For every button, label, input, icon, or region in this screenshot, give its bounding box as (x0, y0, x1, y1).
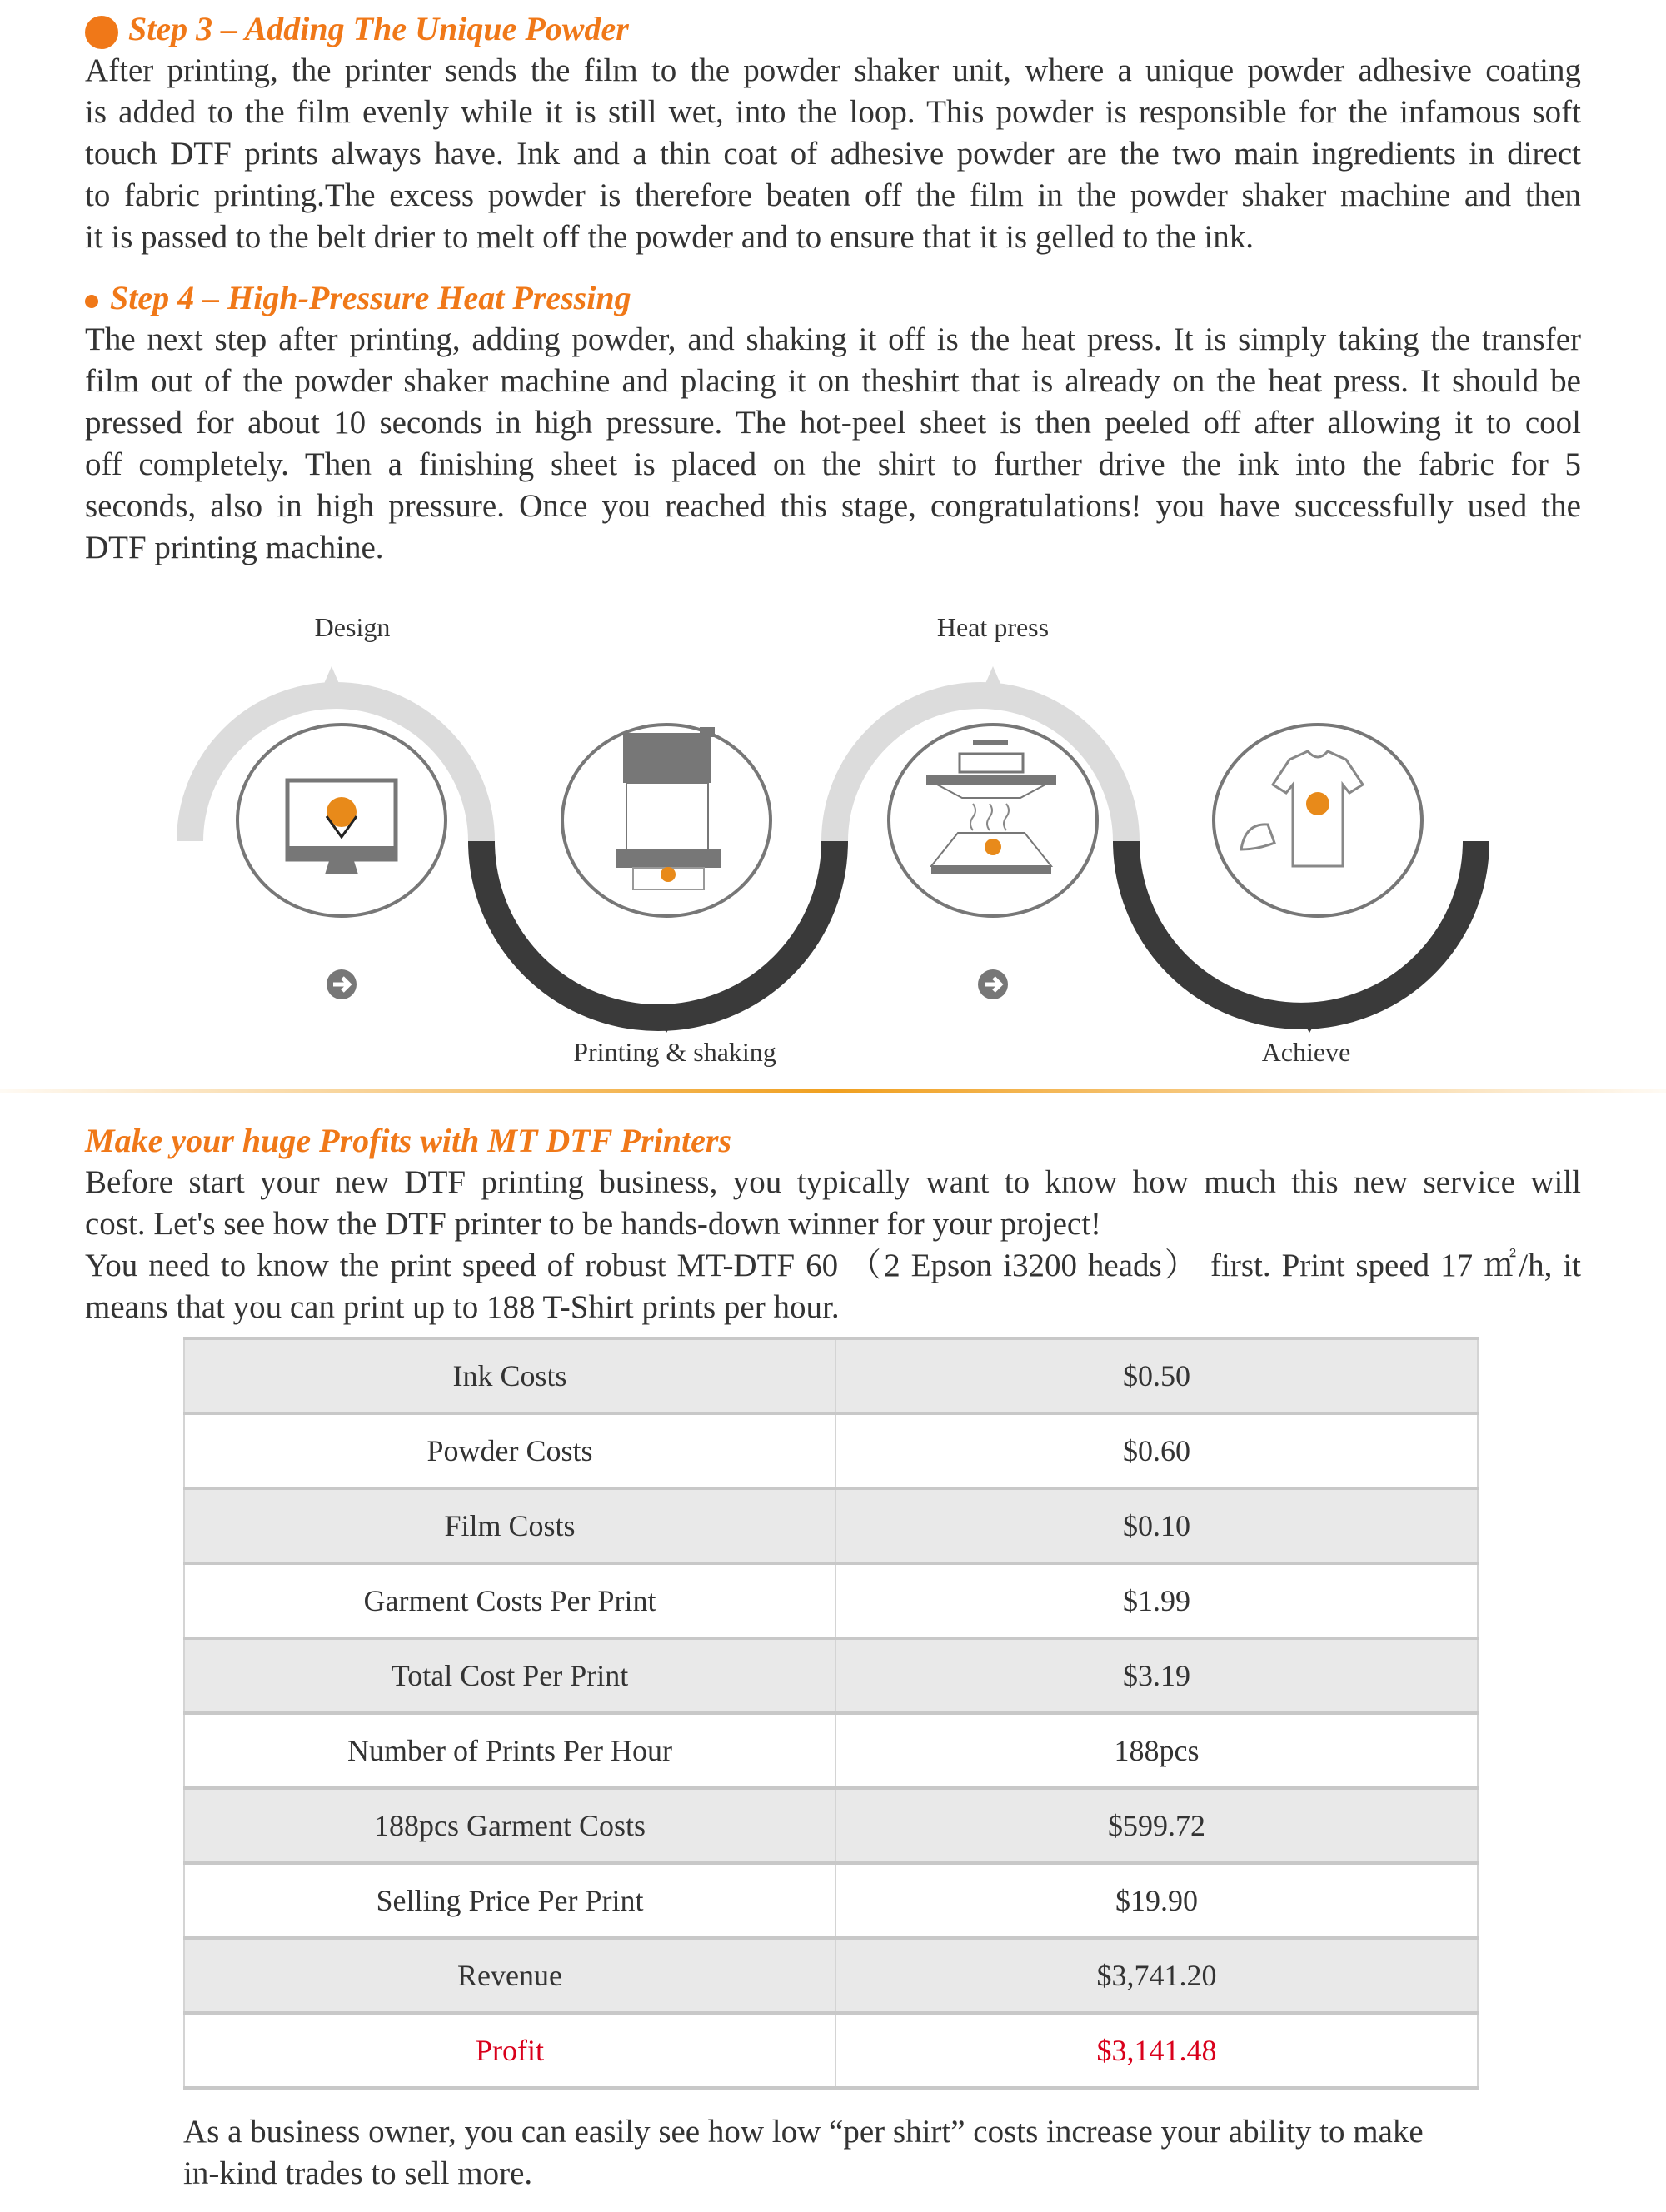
row-label: Selling Price Per Print (184, 1863, 835, 1938)
row-value: $19.90 (835, 1863, 1478, 1938)
row-label: Number of Prints Per Hour (184, 1713, 835, 1788)
row-label: Profit (184, 2013, 835, 2088)
stage-label-design: Design (314, 612, 391, 642)
row-label: Film Costs (184, 1488, 835, 1563)
row-label: Revenue (184, 1938, 835, 2013)
table-row (184, 1488, 1478, 1563)
row-value: $0.50 (835, 1338, 1478, 1413)
table-row (184, 1413, 1478, 1488)
step3-heading-text: Step 3 – Adding The Unique Powder (128, 10, 629, 47)
text-line: it is passed to the belt drier to melt off the powder and to ensure that it is gelled to the ink. (85, 219, 1254, 255)
text-line: film out of the powder shaker machine and placing it on theshirt that is already on the heat press. It should be (85, 363, 1581, 399)
table-row (184, 1713, 1478, 1788)
text-line: is added to the film evenly while it is still wet, into the loop. This powder is responsible for the infamous soft (85, 94, 1581, 130)
table-row (184, 1638, 1478, 1713)
text-line: DTF printing machine. (85, 530, 384, 565)
row-value: $3.19 (835, 1638, 1478, 1713)
step4-paragraph (85, 319, 1581, 569)
bullet-dot-icon (85, 295, 98, 308)
stage-circle-printing (562, 725, 771, 916)
stage-circle-heat-press (889, 725, 1097, 916)
text-line: You need to know the print speed of robust MT-DTF 60 （2 Epson i3200 heads） first. Print speed 17 ㎡/h, it (85, 1248, 1581, 1283)
text-line: pressed for about 10 seconds in high pressure. The hot-peel sheet is then peeled off after allowing it to cool (85, 405, 1581, 441)
process-diagram (0, 600, 1666, 1099)
text-line: off completely. Then a finishing sheet is placed on the shirt to further drive the ink into the fabric for 5 (85, 446, 1581, 482)
arrow-right-circle-icon (327, 969, 357, 999)
profits-heading: Make your huge Profits with MT DTF Printers (85, 1122, 732, 1159)
text-line: touch DTF prints always have. Ink and a thin coat of adhesive powder are the two main ingredients in direct (85, 136, 1581, 172)
step4-heading-text: Step 4 – High-Pressure Heat Pressing (110, 279, 631, 316)
stage-circle-design (237, 725, 446, 916)
closing-paragraph (183, 2111, 1483, 2195)
row-value: $1.99 (835, 1563, 1478, 1638)
table-row (184, 1938, 1478, 2013)
cost-table (183, 1337, 1479, 2090)
text-line: After printing, the printer sends the film to the powder shaker unit, where a unique powder adhesive coating (85, 52, 1581, 88)
row-value: $599.72 (835, 1788, 1478, 1863)
stage-label-heat-press: Heat press (936, 612, 1050, 642)
table-row (184, 1338, 1478, 1413)
step3-paragraph (85, 50, 1581, 258)
section-divider (0, 1089, 1666, 1093)
table-row (184, 1788, 1478, 1863)
table-row (184, 1563, 1478, 1638)
row-label: 188pcs Garment Costs (184, 1788, 835, 1863)
text-line: As a business owner, you can easily see how low “per shirt” costs increase your ability to make (183, 2114, 1424, 2150)
step3-heading (85, 8, 629, 50)
profits-paragraph (85, 1162, 1581, 1328)
arrow-right-circle-icon (978, 969, 1008, 999)
row-value: 188pcs (835, 1713, 1478, 1788)
row-value: $0.60 (835, 1413, 1478, 1488)
process-wave-graphic (0, 600, 1666, 1099)
stage-circle-achieve (1214, 725, 1422, 916)
row-value: $0.10 (835, 1488, 1478, 1563)
text-line: means that you can print up to 188 T-Shirt prints per hour. (85, 1289, 840, 1325)
step4-heading (85, 277, 631, 319)
stage-label-achieve: Achieve (1261, 1037, 1351, 1067)
table-row-profit (184, 2013, 1478, 2088)
table-row (184, 1863, 1478, 1938)
row-label: Total Cost Per Print (184, 1638, 835, 1713)
text-line: Before start your new DTF printing business, you typically want to know how much this new service will (85, 1164, 1581, 1200)
text-line: to fabric printing.The excess powder is therefore beaten off the film in the powder shaker machine and then (85, 177, 1581, 213)
text-line: cost. Let's see how the DTF printer to be hands-down winner for your project! (85, 1206, 1102, 1242)
text-line: in-kind trades to sell more. (183, 2155, 533, 2191)
row-label: Ink Costs (184, 1338, 835, 1413)
row-label: Garment Costs Per Print (184, 1563, 835, 1638)
row-value: $3,141.48 (835, 2013, 1478, 2088)
text-line: The next step after printing, adding powder, and shaking it off is the heat press. It is simply taking the transfer (85, 321, 1581, 357)
text-line: seconds, also in high pressure. Once you reached this stage, congratulations! you have successfully used the (85, 488, 1581, 524)
row-value: $3,741.20 (835, 1938, 1478, 2013)
row-label: Powder Costs (184, 1413, 835, 1488)
bullet-dot-icon (85, 16, 118, 49)
stage-label-printing: Printing & shaking (573, 1037, 776, 1067)
